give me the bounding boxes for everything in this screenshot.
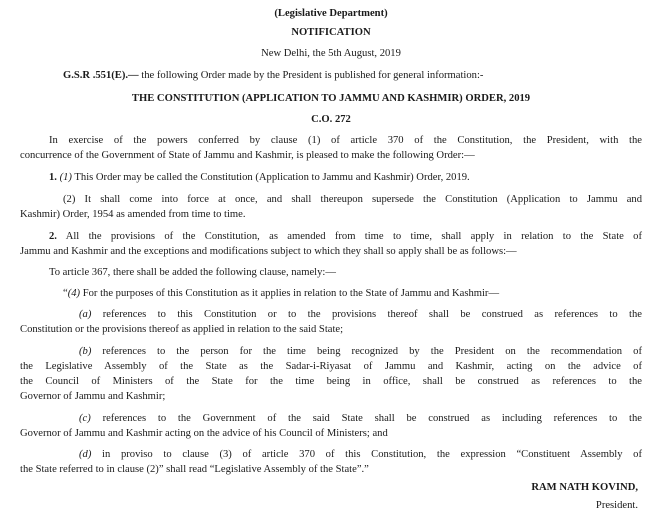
sub-d-label: (d) bbox=[79, 449, 92, 460]
sub-b-line-4: Governor of Jammu and Kashmir; bbox=[20, 391, 166, 402]
para-2-line-2: Jammu and Kashmir and the exceptions and modifications subject to which they shall so apply shall be as follows:— bbox=[20, 246, 517, 257]
clause-4-text: For the purposes of this Constitution as it applies in relation to the State of Jammu and Kashmir— bbox=[80, 288, 500, 299]
sub-b-line-2: the Legislative Assembly of the State as the Sadar-i-Riyasat of Jammu and Kashmir, acting on the advice of bbox=[20, 361, 642, 372]
article-367-intro: To article 367, there shall be added the following clause, namely:— bbox=[49, 267, 336, 278]
sub-a-line-2: Constitution or the provisions thereof as applied in relation to the said State; bbox=[20, 324, 344, 335]
preamble-line-2: concurrence of the Government of State of Jammu and Kashmir, is pleased to make the following Order:— bbox=[20, 150, 475, 161]
para-1-2-line-2: Kashmir) Order, 1954 as amended from time to time. bbox=[20, 209, 246, 220]
sub-b-text: references to the person for the time being recognized by the President on the recommendation of bbox=[91, 346, 642, 357]
open-quote: “ bbox=[63, 288, 68, 299]
order-title: THE CONSTITUTION (APPLICATION TO JAMMU AND KASHMIR) ORDER, 2019 bbox=[131, 93, 531, 104]
co-number: C.O. 272 bbox=[311, 114, 351, 125]
para-1-number: 1. bbox=[49, 172, 57, 183]
sub-c-line-2: Governor of Jammu and Kashmir acting on the advice of his Council of Ministers; and bbox=[20, 428, 388, 439]
sub-b-line-3: the Council of Ministers of the State for the time being in office, shall be construed as references to the bbox=[20, 376, 642, 387]
para-1-2-line-1: (2) It shall come into force at once, and shall thereupon supersede the Constitution (Application to Jammu and bbox=[63, 194, 642, 205]
gsr-number: G.S.R .551(E).— bbox=[63, 70, 139, 81]
sub-c-label: (c) bbox=[79, 413, 91, 424]
sub-d-line-1 bbox=[79, 447, 642, 462]
gsr-line bbox=[63, 68, 483, 83]
sub-a-label: (a) bbox=[79, 309, 92, 320]
signatory-title: President. bbox=[595, 500, 638, 511]
place-date: New Delhi, the 5th August, 2019 bbox=[261, 48, 401, 59]
preamble-line-1: In exercise of the powers conferred by clause (1) of article 370 of the Constitution, the President, with the bbox=[49, 135, 642, 146]
sub-b-label: (b) bbox=[79, 346, 92, 357]
sub-d-text: in proviso to clause (3) of article 370 of this Constitution, the expression “Constituent Assembly of bbox=[91, 449, 642, 460]
clause-4 bbox=[63, 286, 499, 301]
para-1-sub: (1) bbox=[59, 172, 72, 183]
signatory-name: RAM NATH KOVIND, bbox=[531, 482, 638, 493]
gsr-text: the following Order made by the President is published for general information:- bbox=[138, 70, 484, 81]
para-1 bbox=[49, 170, 470, 185]
sub-c-line-1 bbox=[79, 411, 642, 426]
notification-heading: NOTIFICATION bbox=[291, 27, 371, 38]
sub-a-line-1 bbox=[79, 307, 642, 322]
para-2-line-1 bbox=[49, 229, 642, 244]
para-2-number: 2. bbox=[49, 231, 57, 242]
sub-b-line-1 bbox=[79, 344, 642, 359]
para-2-text: All the provisions of the Constitution, as amended from time to time, shall apply in relation to the State of bbox=[56, 231, 642, 242]
para-1-text: This Order may be called the Constitution (Application to Jammu and Kashmir) Order, 2019. bbox=[71, 172, 470, 183]
sub-a-text: references to this Constitution or to the provisions thereof shall be construed as references to the bbox=[91, 309, 642, 320]
sub-d-line-2: the State referred to in clause (2)” shall read “Legislative Assembly of the State”.” bbox=[20, 464, 369, 475]
sub-c-text: references to the Government of the said State shall be construed as including references to the bbox=[90, 413, 642, 424]
department-heading: (Legislative Department) bbox=[274, 8, 388, 19]
clause-4-number: (4) bbox=[67, 288, 81, 299]
